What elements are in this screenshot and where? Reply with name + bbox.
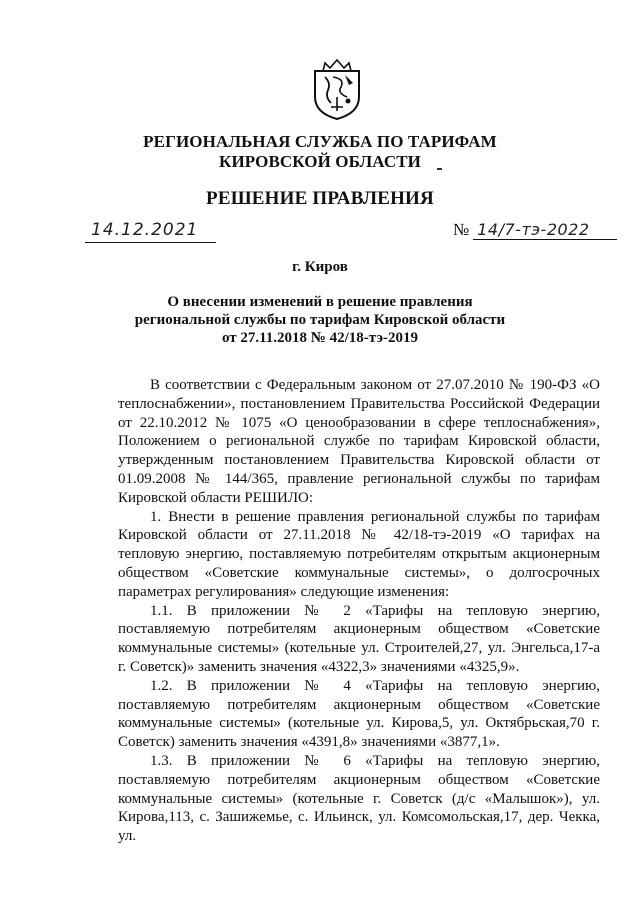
coat-of-arms-icon: [311, 57, 363, 121]
subject-line-1: О внесении изменений в решение правления: [167, 294, 473, 310]
paragraph-1: 1. Внести в решение правления региональной службы по тарифам Кировской области от 27.11.2018 № 42/18-тэ-2019 «О тарифах на тепловую энергию, поставляемую потребителям открытым акционерным обществом «Советские коммунальные системы», о долгосрочных параметрах регулирования» следующие изменения:: [118, 508, 600, 600]
subject-line-2: региональной службы по тарифам Кировской области: [134, 312, 506, 328]
document-body: [118, 376, 600, 846]
city: г. Киров: [292, 259, 348, 275]
document-number: [453, 220, 617, 242]
handwritten-number: 14/7-тэ-2022: [473, 220, 617, 240]
org-line-1: РЕГИОНАЛЬНАЯ СЛУЖБА ПО ТАРИФАМ: [143, 132, 497, 151]
document-type: РЕШЕНИЕ ПРАВЛЕНИЯ: [206, 188, 434, 209]
organization-name: [0, 132, 640, 172]
paragraph-1-3: 1.3. В приложении № 6 «Тарифы на тепловую энергию, поставляемую потребителям акционерным обществом «Советские коммунальные системы» (котельные г. Советск (д/с «Малышок»), ул. Кирова,113, с. Зашижемье, с. Ильинск, ул. Комсомольская,17, дер. Чекка, ул.: [118, 752, 600, 845]
document-subject: [0, 293, 640, 347]
handwritten-date: 14.12.2021: [85, 220, 216, 243]
subject-line-3: от 27.11.2018 № 42/18-тэ-2019: [221, 330, 419, 346]
paragraph-1-2: 1.2. В приложении № 4 «Тарифы на тепловую энергию, поставляемую потребителям акционерным обществом «Советские коммунальные системы» (котельные ул. Кирова,5, ул. Октябрьская,70 г. Советск) заменить значения «4391,8» значениями «3877,1».: [118, 677, 600, 751]
stray-mark: [437, 168, 442, 170]
number-sign: №: [453, 220, 470, 239]
org-line-2: КИРОВСКОЙ ОБЛАСТИ: [219, 152, 421, 171]
paragraph-1-1: 1.1. В приложении № 2 «Тарифы на тепловую энергию, поставляемую потребителям акционерным обществом «Советские коммунальные системы» (котельные ул. Строителей,27, ул. Энгельса,17-а г. Советск)» заменить значения «4322,3» значениями «4325,9».: [118, 602, 600, 675]
paragraph-preamble: В соответствии с Федеральным законом от 27.07.2010 № 190-ФЗ «О теплоснабжении», постановлением Правительства Российской Федерации от 22.10.2012 № 1075 «О ценообразовании в сфере теплоснабжения», Положением о региональной службе по тарифам Кировской области, утвержденным постановлением Правительства Кировской области от 01.09.2008 № 144/365, правление региональной службы по тарифам Кировской области РЕШИЛО:: [118, 377, 600, 506]
